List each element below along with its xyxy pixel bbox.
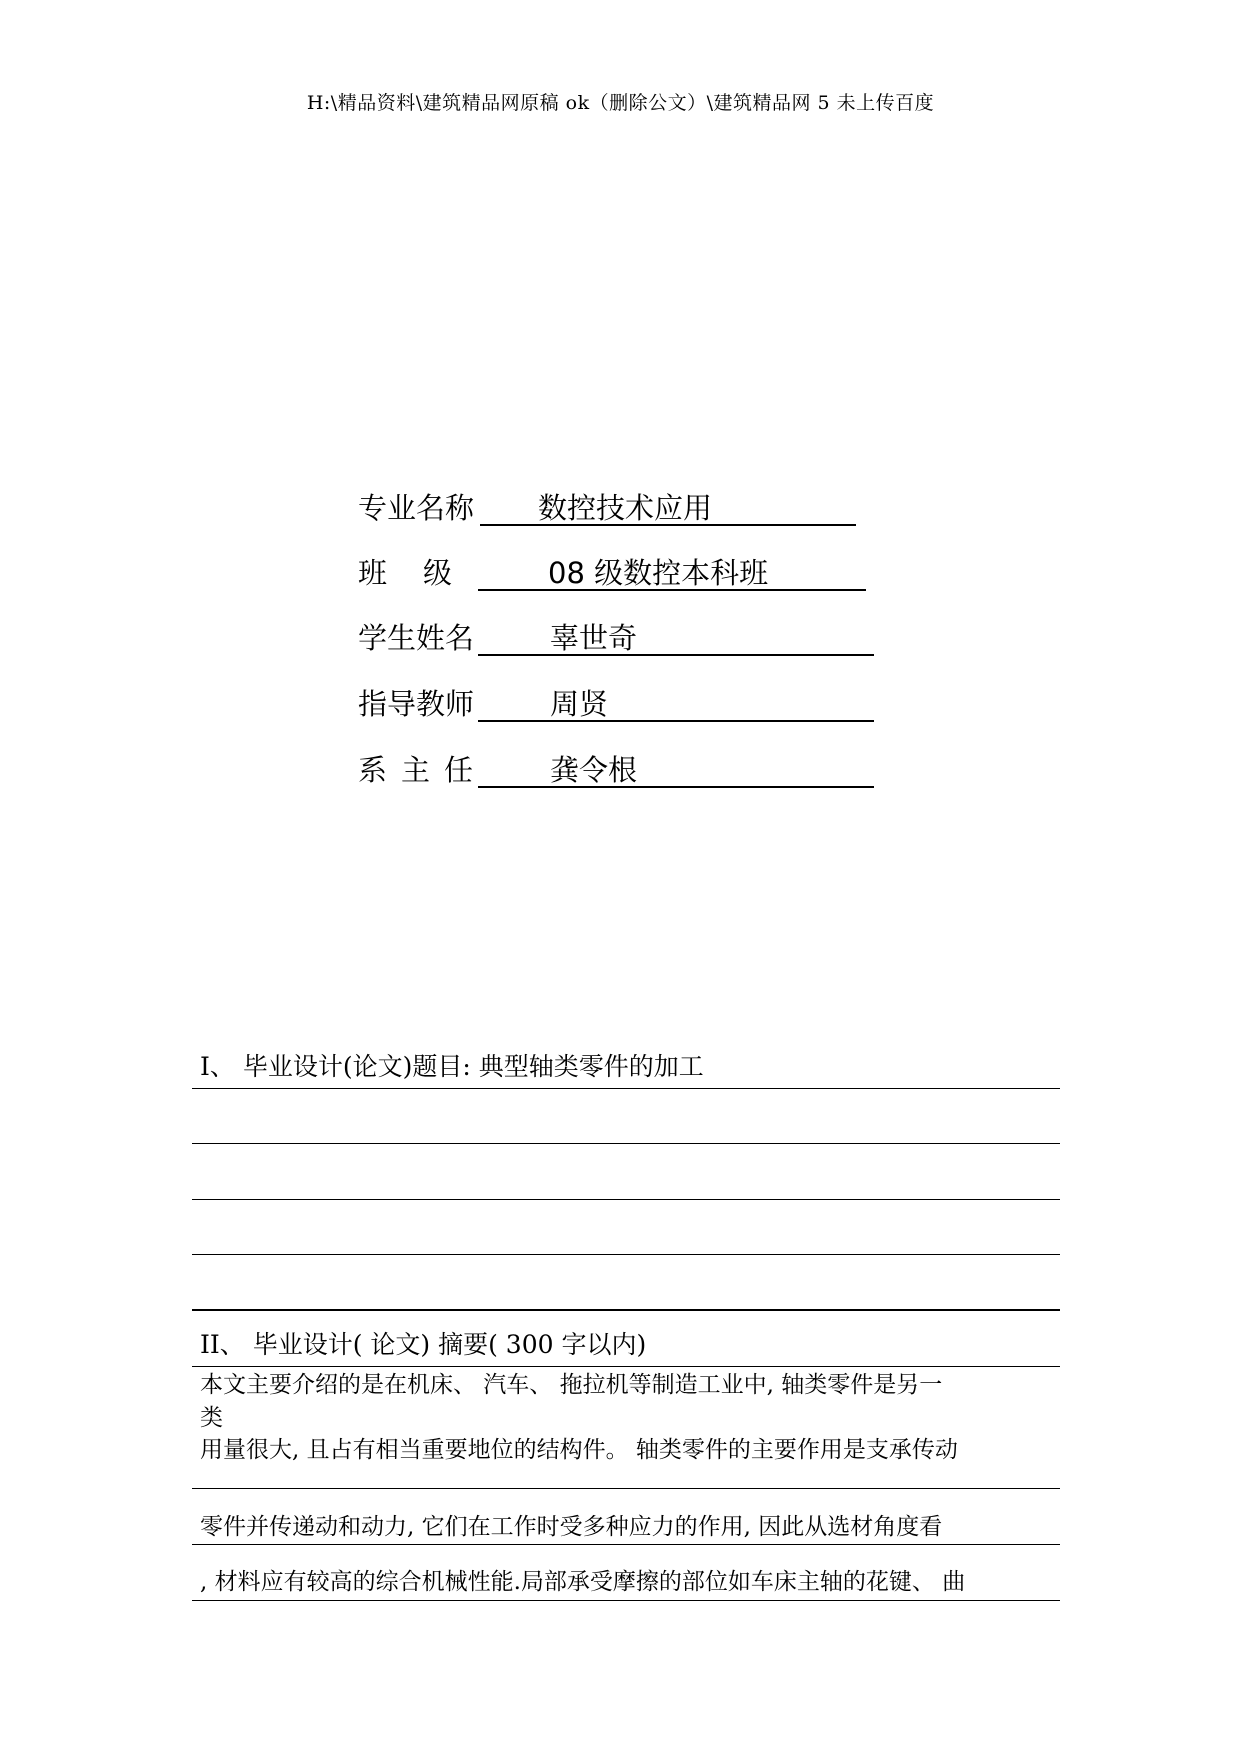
advisor-underline <box>478 684 874 722</box>
section2-heading: II、 毕业设计( 论文) 摘要( 300 字以内) <box>200 1330 647 1359</box>
class-label: 班级 <box>358 556 489 590</box>
student-underline <box>478 618 874 656</box>
section2-rule-1 <box>192 1366 1060 1367</box>
advisor-value: 周贤 <box>550 687 609 721</box>
dept-head-value: 龚令根 <box>550 753 638 787</box>
abstract-line-3: 用量很大, 且占有相当重要地位的结构件。 轴类零件的主要作用是支承传动 <box>200 1437 958 1463</box>
major-label: 专业名称 <box>358 491 475 525</box>
info-row-student <box>358 618 878 658</box>
file-path-header: H:\精品资料\建筑精品网原稿 ok（删除公文）\建筑精品网 5 未上传百度 <box>306 92 935 114</box>
info-row-major <box>358 488 858 528</box>
section1-rule-3 <box>192 1199 1060 1200</box>
dept-head-underline <box>478 750 874 788</box>
major-value: 数控技术应用 <box>538 491 713 525</box>
section1-heading: I、 毕业设计(论文)题目: 典型轴类零件的加工 <box>200 1052 704 1081</box>
abstract-line-2: 类 <box>200 1405 223 1431</box>
section2-rule-3 <box>192 1544 1060 1545</box>
abstract-line-1: 本文主要介绍的是在机床、 汽车、 拖拉机等制造工业中, 轴类零件是另一 <box>200 1372 943 1398</box>
advisor-label: 指导教师 <box>358 687 475 721</box>
section2-rule-2 <box>192 1488 1060 1489</box>
student-label: 学生姓名 <box>358 621 475 655</box>
info-row-advisor <box>358 684 878 724</box>
section1-rule-2 <box>192 1143 1060 1144</box>
section1-rule-4 <box>192 1254 1060 1255</box>
section2-rule-4 <box>192 1600 1060 1601</box>
student-value: 辜世奇 <box>550 621 638 655</box>
abstract-line-5: , 材料应有较高的综合机械性能.局部承受摩擦的部位如车床主轴的花键、 曲 <box>200 1569 966 1595</box>
abstract-line-4: 零件并传递动和动力, 它们在工作时受多种应力的作用, 因此从选材角度看 <box>200 1514 943 1540</box>
info-row-dept-head <box>358 750 878 790</box>
dept-head-label: 系主任 <box>358 753 488 787</box>
class-value: 08 级数控本科班 <box>548 556 769 590</box>
section-divider <box>192 1309 1060 1311</box>
info-row-class <box>358 553 868 593</box>
section1-rule-1 <box>192 1088 1060 1089</box>
